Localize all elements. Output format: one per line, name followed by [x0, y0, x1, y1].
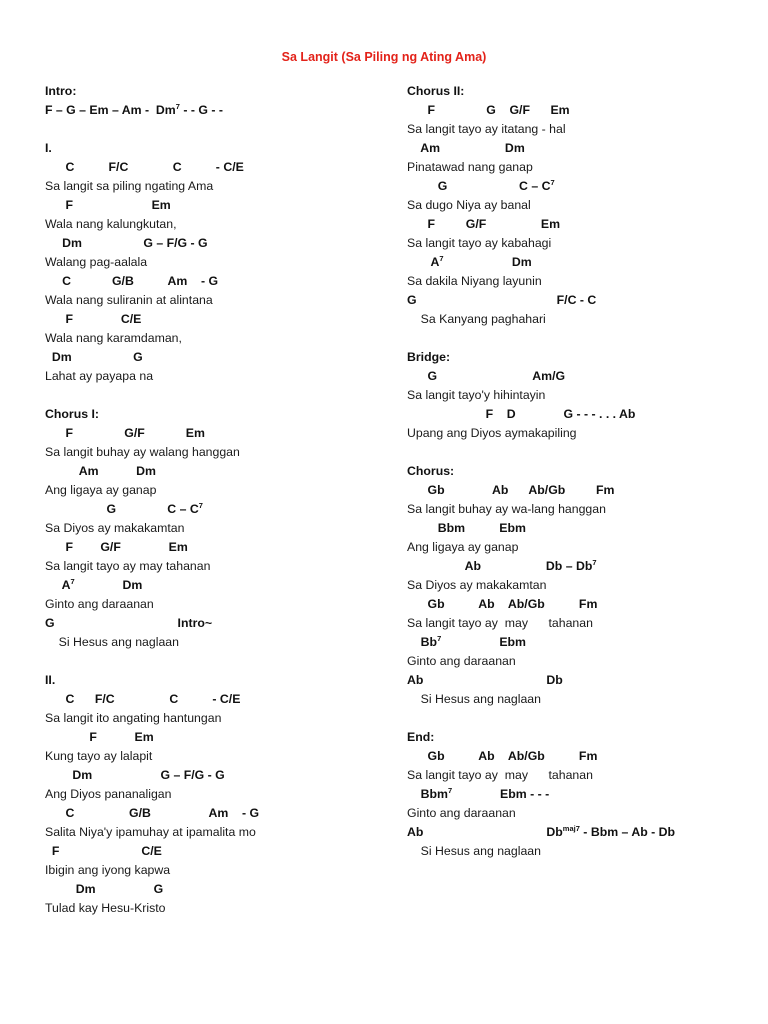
section-chorus-3 — [407, 462, 747, 709]
section-verse-2 — [45, 671, 395, 918]
lyric-line: Pinatawad nang ganap — [407, 160, 533, 174]
chord-superscript: 7 — [448, 786, 453, 795]
lyric-line: Sa dugo Niya ay banal — [407, 198, 531, 212]
chord-line: Dm G – F/G - G — [45, 768, 225, 782]
section-header: Chorus I: — [45, 407, 99, 421]
section-header: Chorus: — [407, 464, 455, 478]
right-column — [407, 82, 747, 880]
chord-line: Dm G – F/G - G — [45, 236, 208, 250]
chord-line: $A^7$ Dm — [407, 254, 532, 269]
chord-line: F G G/F Em — [407, 103, 570, 117]
lyric-line: Sa Kanyang paghahari — [407, 312, 546, 326]
chord-superscript: 7 — [439, 254, 444, 263]
lyric-line: Si Hesus ang naglaan — [407, 844, 541, 858]
lyric-line: Sa dakila Niyang layunin — [407, 274, 542, 288]
chord-superscript: 7 — [550, 178, 555, 187]
lyric-line: Sa langit tayo'y hihintayin — [407, 388, 546, 402]
lyric-line: Ginto ang daraanan — [407, 806, 516, 820]
lyric-line: Sa langit tayo ay kabahagi — [407, 236, 552, 250]
chord-line: Bbm Ebm — [407, 521, 526, 535]
chord-line: C G/B Am - G — [45, 274, 219, 288]
section-header: Bridge: — [407, 350, 451, 364]
left-column — [45, 82, 395, 937]
lyric-line: Salita Niya'y ipamuhay at ipamalita mo — [45, 825, 256, 839]
lyric-line: Sa Diyos ay makakamtan — [407, 578, 547, 592]
chord-line: G Intro~ — [45, 616, 213, 630]
chord-line: Dm G — [45, 350, 143, 364]
chord-line: G C – $C^7$ — [407, 178, 555, 193]
chord-line: Am Dm — [45, 464, 156, 478]
chord-line: $A^7$ Dm — [45, 577, 143, 592]
chord-superscript: 7 — [70, 577, 75, 586]
section-intro — [45, 82, 395, 120]
chord-line: Ab $Db^{maj7}$ - Bbm – Ab - Db — [407, 824, 676, 839]
chord-line: G Am/G — [407, 369, 566, 383]
chord-line: Gb Ab Ab/Gb Fm — [407, 483, 615, 497]
chord-superscript: 7 — [175, 102, 180, 111]
section-chorus-2 — [407, 82, 747, 329]
chord-line: F – G – Em – Am - Dm$^7$ - - G - - — [45, 102, 223, 117]
section-header: Intro: — [45, 84, 77, 98]
chord-line: Bbm$^7$ Ebm - - - — [407, 786, 550, 801]
lyric-line: Sa langit tayo ay may tahanan — [45, 559, 211, 573]
chord-superscript: maj7 — [562, 824, 580, 833]
lyric-line: Kung tayo ay lalapit — [45, 749, 153, 763]
chord-line: F G/F Em — [45, 540, 188, 554]
lyric-line: Sa langit tayo ay may tahanan — [407, 616, 593, 630]
lyric-line: Wala nang kalungkutan, — [45, 217, 177, 231]
chord-line: G F/C - C — [407, 293, 597, 307]
chord-line: Gb Ab Ab/Gb Fm — [407, 749, 598, 763]
lyric-line: Ang ligaya ay ganap — [45, 483, 157, 497]
chord-line: Dm G — [45, 882, 164, 896]
chord-line: F Em — [45, 730, 154, 744]
lyric-line: Walang pag-aalala — [45, 255, 148, 269]
lyric-line: Si Hesus ang naglaan — [45, 635, 179, 649]
chord-line: G C – $C^7$ — [45, 501, 203, 516]
chord-line: Am Dm — [407, 141, 525, 155]
section-header: I. — [45, 141, 52, 155]
chord-line: C F/C C - C/E — [45, 160, 244, 174]
chord-line: F D G - - - . . . Ab — [407, 407, 636, 421]
section-header: Chorus II: — [407, 84, 465, 98]
chord-superscript: 7 — [198, 501, 203, 510]
chord-line: C G/B Am - G — [45, 806, 260, 820]
section-end — [407, 728, 747, 861]
lyric-line: Sa langit buhay ay walang hanggan — [45, 445, 240, 459]
lyric-line: Sa langit sa piling ngating Ama — [45, 179, 214, 193]
lyric-line: Upang ang Diyos aymakapiling — [407, 426, 577, 440]
chord-line: C F/C C - C/E — [45, 692, 241, 706]
chord-superscript: 7 — [437, 634, 442, 643]
lyric-line: Ginto ang daraanan — [45, 597, 154, 611]
section-bridge — [407, 348, 747, 443]
lyric-line: Ang Diyos pananaligan — [45, 787, 172, 801]
section-header: II. — [45, 673, 56, 687]
lyric-line: Sa Diyos ay makakamtan — [45, 521, 185, 535]
chord-superscript: 7 — [592, 558, 597, 567]
lyric-line: Lahat ay payapa na — [45, 369, 154, 383]
chord-line: F Em — [45, 198, 171, 212]
section-chorus-1 — [45, 405, 395, 652]
section-header: End: — [407, 730, 435, 744]
lyric-line: Sa langit tayo ay itatang - hal — [407, 122, 566, 136]
chord-line: F C/E — [45, 844, 162, 858]
lyric-line: Tulad kay Hesu-Kristo — [45, 901, 166, 915]
chord-line: Gb Ab Ab/Gb Fm — [407, 597, 598, 611]
lyric-line: Ang ligaya ay ganap — [407, 540, 519, 554]
lyric-line: Ibigin ang iyong kapwa — [45, 863, 171, 877]
lyric-line: Sa langit tayo ay may tahanan — [407, 768, 593, 782]
lyric-line: Wala nang karamdaman, — [45, 331, 182, 345]
chord-line: Ab Db – Db$^7$ — [407, 558, 597, 573]
section-verse-1 — [45, 139, 395, 386]
song-title: Sa Langit (Sa Piling ng Ating Ama) — [281, 50, 487, 64]
chord-line: F G/F Em — [45, 426, 205, 440]
lyric-line: Wala nang suliranin at alintana — [45, 293, 213, 307]
chord-line: F G/F Em — [407, 217, 561, 231]
lyric-line: Ginto ang daraanan — [407, 654, 516, 668]
chord-line: Ab Db — [407, 673, 563, 687]
chord-line: F C/E — [45, 312, 142, 326]
chord-line: Bb$^7$ Ebm — [407, 634, 526, 649]
lyric-line: Sa langit buhay ay wa-lang hanggan — [407, 502, 606, 516]
lyric-line: Si Hesus ang naglaan — [407, 692, 541, 706]
lyric-line: Sa langit ito angating hantungan — [45, 711, 222, 725]
